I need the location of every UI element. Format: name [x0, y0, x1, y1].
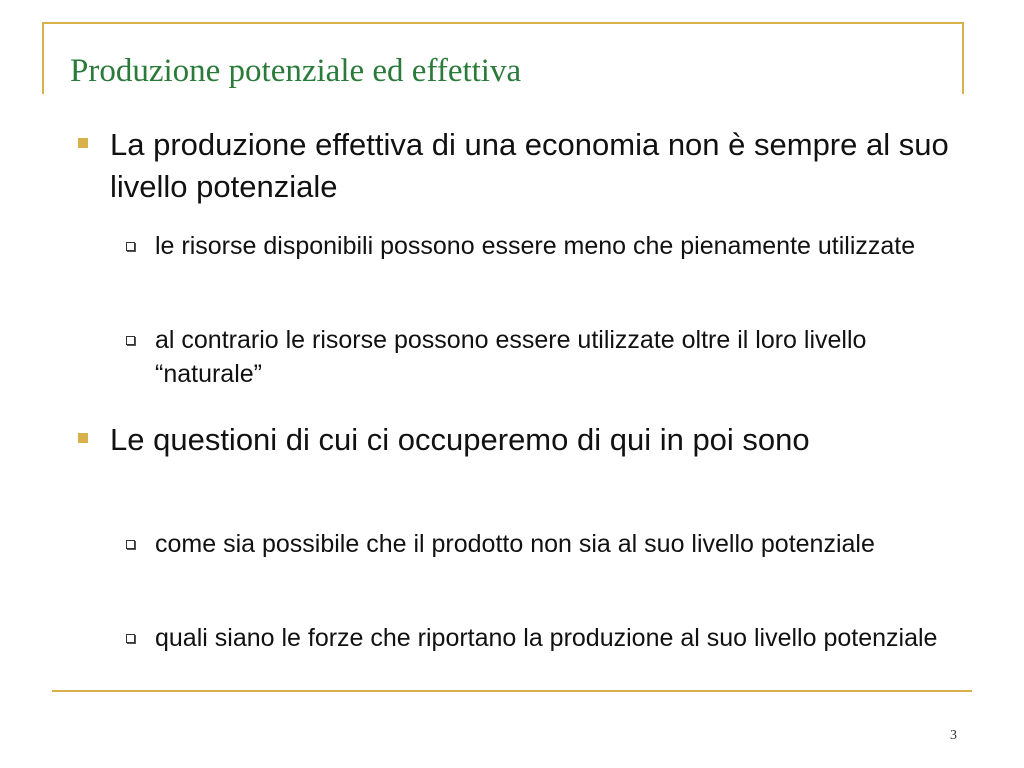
hollow-square-bullet-icon	[126, 242, 135, 251]
frame-top-line	[42, 22, 964, 24]
bullet-item	[110, 124, 960, 208]
sub-bullet-item	[155, 323, 955, 391]
hollow-square-bullet-icon	[126, 634, 135, 643]
bottom-rule	[52, 690, 972, 692]
bullet-item	[110, 419, 960, 461]
frame-right-line	[962, 22, 964, 94]
square-bullet-icon	[78, 433, 88, 443]
page-number: 3	[950, 728, 957, 743]
sub-bullet-text: come sia possibile che il prodotto non sia al suo livello potenziale	[155, 530, 875, 558]
sub-bullet-text: le risorse disponibili possono essere meno che pienamente utilizzate	[155, 232, 916, 260]
sub-bullet-text: quali siano le forze che riportano la produzione al suo livello potenziale	[155, 624, 938, 652]
bullet-text: Le questioni di cui ci occuperemo di qui in poi sono	[110, 422, 810, 457]
sub-bullet-item	[155, 229, 955, 263]
sub-bullet-text: al contrario le risorse possono essere utilizzate oltre il loro livello “naturale”	[155, 326, 867, 388]
bullet-text: La produzione effettiva di una economia non è sempre al suo livello potenziale	[110, 127, 949, 204]
sub-bullet-item	[155, 527, 955, 561]
hollow-square-bullet-icon	[126, 540, 135, 549]
sub-bullet-item	[155, 621, 955, 655]
frame-left-line	[42, 22, 44, 94]
square-bullet-icon	[78, 138, 88, 148]
slide-title: Produzione potenziale ed effettiva	[70, 53, 522, 89]
hollow-square-bullet-icon	[126, 336, 135, 345]
